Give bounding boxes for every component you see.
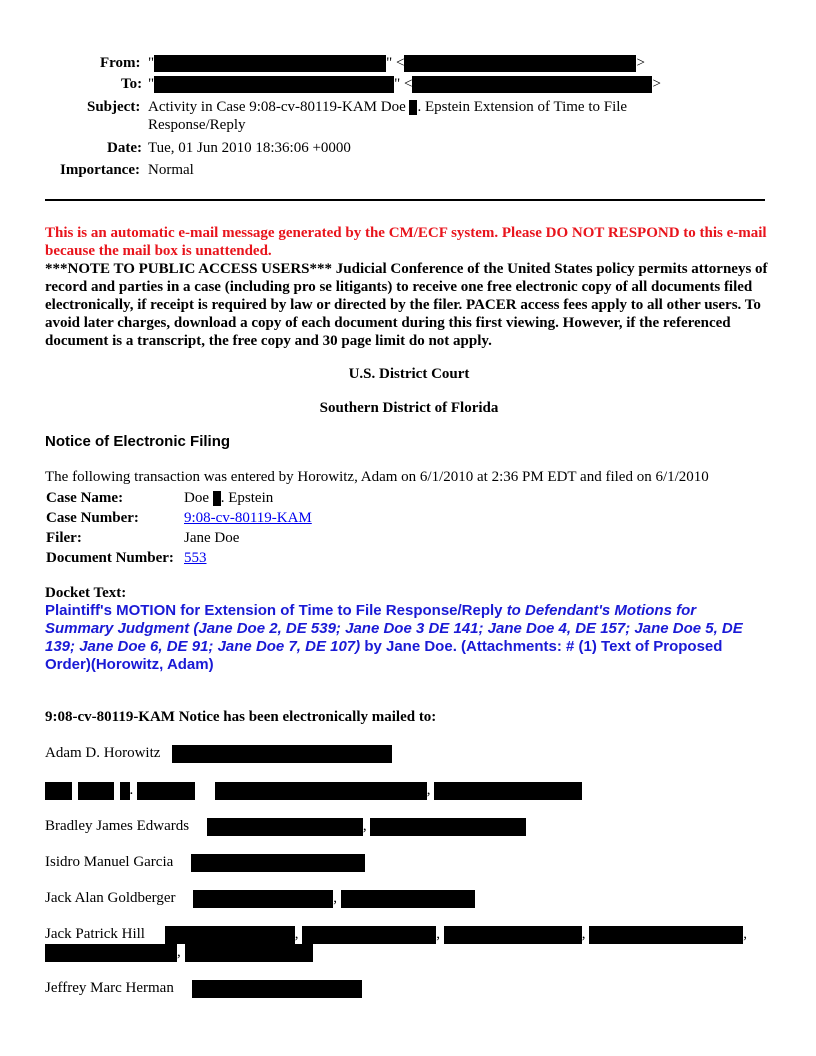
recipient-row: Jeffrey Marc Herman (45, 978, 362, 998)
mailed-to-heading: 9:08-cv-80119-KAM Notice has been electronically mailed to: (45, 709, 437, 725)
recipient-row: Isidro Manuel Garcia (45, 852, 365, 872)
recipient-row: Jack Alan Goldberger , (45, 888, 475, 908)
district-name: Southern District of Florida (319, 400, 499, 416)
redaction-block (213, 491, 221, 506)
redaction-block (45, 944, 177, 962)
redaction-block (185, 944, 313, 962)
court-name: U.S. District Court (348, 366, 470, 382)
redaction-block (137, 782, 195, 800)
redaction-block (192, 980, 362, 998)
importance-value: Normal (148, 162, 194, 178)
redaction-block (191, 854, 365, 872)
redaction-block (404, 55, 636, 72)
redaction-block (120, 782, 130, 800)
to-label: To: (121, 76, 143, 92)
redaction-block (589, 926, 743, 944)
case-name-value: Doe . Epstein (184, 490, 274, 506)
nef-heading: Notice of Electronic Filing (45, 433, 231, 450)
document-number-label: Document Number: (46, 550, 174, 566)
from-label: From: (100, 55, 141, 71)
redaction-block (154, 76, 394, 93)
redaction-block (302, 926, 436, 944)
redaction-block (341, 890, 475, 908)
recipient-row-continued: , (45, 942, 313, 962)
subject-value: Activity in Case 9:08-cv-80119-KAM Doe . Epstein Extension of Time to File Response/Reply (148, 99, 628, 133)
document-number-link[interactable]: 553 (184, 550, 207, 566)
redaction-block (45, 782, 72, 800)
redaction-block (215, 782, 427, 800)
recipient-row: Bradley James Edwards , (45, 816, 526, 836)
transaction-text: The following transaction was entered by Horowitz, Adam on 6/1/2010 at 2:36 PM EDT and filed on 6/1/2010 (45, 469, 709, 485)
to-value: " " < > (148, 76, 661, 92)
case-name-label: Case Name: (46, 490, 124, 506)
redaction-block (434, 782, 582, 800)
docket-text: Plaintiff's MOTION for Extension of Time to File Response/Reply to Defendant's Motions for Summary Judgment (Jane Doe 2, DE 539; Jane Doe 3 DE 141; Jane Doe 4, DE 157; Jane Doe 5, DE 139; Jane Doe 6, DE 91; Jane Doe 7, DE 107) by Jane Doe. (Attachments: # (1) Text of Proposed Order)(Horowitz, Adam) (45, 602, 743, 673)
recipient-row: . , (45, 780, 582, 800)
docket-text-label: Docket Text: (45, 585, 127, 601)
filer-label: Filer: (46, 530, 82, 546)
recipient-row: Jack Patrick Hill , , , , (45, 926, 747, 942)
redaction-block (172, 745, 392, 763)
recipient-row: Adam D. Horowitz (45, 743, 392, 763)
redaction-block (370, 818, 526, 836)
redaction-block (165, 926, 295, 944)
header-divider (45, 199, 765, 201)
case-number-label: Case Number: (46, 510, 139, 526)
subject-label: Subject: (87, 99, 141, 115)
redaction-block (154, 55, 386, 72)
redaction-block (412, 76, 652, 93)
filer-value: Jane Doe (184, 530, 240, 546)
date-label: Date: (107, 140, 142, 156)
redaction-block (193, 890, 333, 908)
public-access-note: ***NOTE TO PUBLIC ACCESS USERS*** Judicial Conference of the United States policy permits attorneys of record and parties in a case (including pro se litigants) to receive one free electronic copy of all documents filed electronically, if receipt is required by law or directed by the filer. PACER access fees apply to all other users. To avoid later charges, download a copy of each document during this first viewing. However, if the referenced document is a transcript, the free copy and 30 page limit do not apply. (45, 261, 768, 349)
from-value: " " < > (148, 55, 645, 71)
redaction-block (444, 926, 582, 944)
importance-label: Importance: (60, 162, 140, 178)
auto-message-warning: This is an automatic e-mail message generated by the CM/ECF system. Please DO NOT RESPOND to this e-mail because the mail box is unattended. (45, 225, 767, 259)
redaction-block (207, 818, 363, 836)
date-value: Tue, 01 Jun 2010 18:36:06 +0000 (148, 140, 351, 156)
redaction-block (78, 782, 114, 800)
case-number-link[interactable]: 9:08-cv-80119-KAM (184, 510, 312, 526)
